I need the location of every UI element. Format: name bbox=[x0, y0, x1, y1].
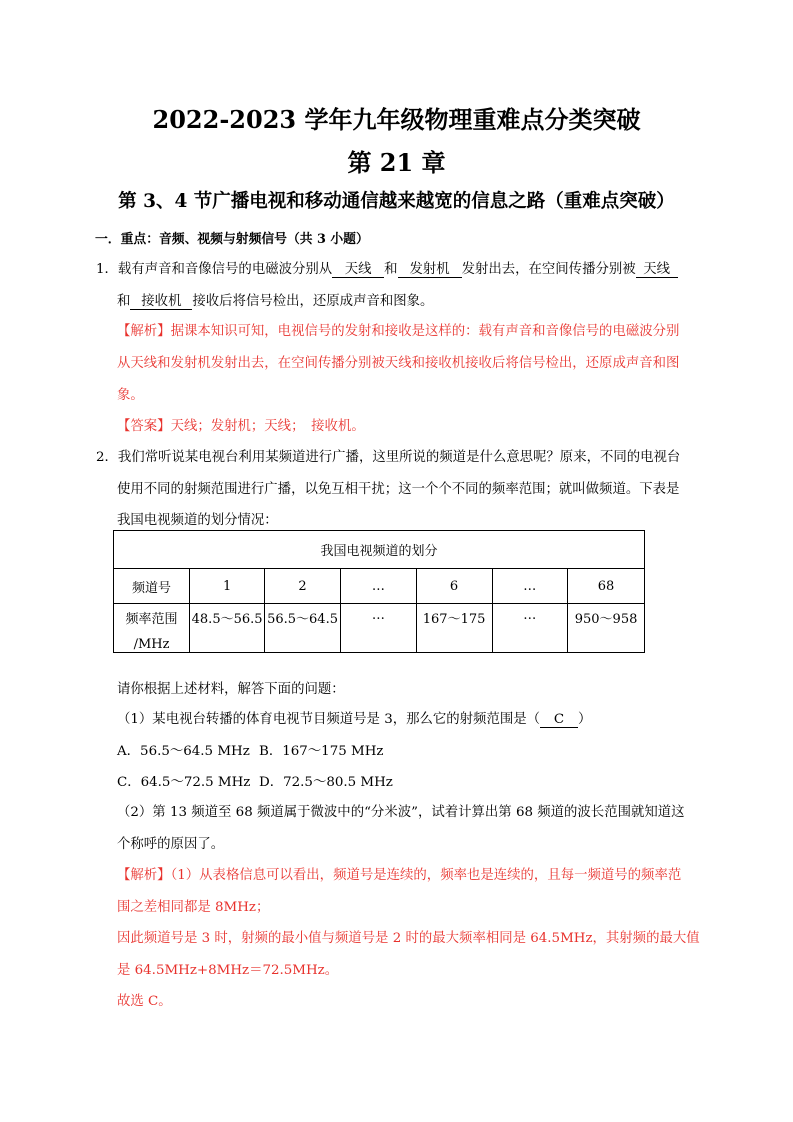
question-1-text: 和 bbox=[117, 294, 131, 309]
table-cell: 68 bbox=[568, 569, 645, 604]
question-1-analysis-line-2: 从天线和发射机发射出去，在空间传播分别被天线和接收机接收后将信号检出，还原成声音和图 bbox=[117, 356, 680, 371]
document-title: 2022-2023 学年九年级物理重难点分类突破 bbox=[152, 105, 641, 134]
blank-answer: C bbox=[540, 712, 578, 728]
question-1-line-1 bbox=[96, 258, 678, 278]
table-header-frequency bbox=[114, 604, 190, 653]
blank-1: 天线 bbox=[332, 262, 384, 278]
table-header-frequency-line-1: 频率范围 bbox=[125, 612, 178, 627]
question-1-text: 接收后将信号检出，还原成声音和图象。 bbox=[192, 294, 434, 309]
answer-text: 天线；发射机；天线； 接收机。 bbox=[170, 419, 365, 434]
table-cell: 2 bbox=[265, 569, 341, 604]
table-cell: 6 bbox=[416, 569, 492, 604]
question-2-sub-1 bbox=[117, 708, 591, 728]
table-cell: 167～175 bbox=[416, 604, 492, 653]
table-caption: 我国电视频道的划分 bbox=[114, 531, 645, 569]
analysis-text: 据课本知识可知，电视信号的发射和接收是这样的：载有声音和音像信号的电磁波分别 bbox=[170, 324, 680, 339]
question-2-line-3: 我国电视频道的划分情况： bbox=[117, 513, 278, 528]
question-2-prompt: 请你根据上述材料，解答下面的问题： bbox=[117, 682, 345, 697]
question-2-analysis-line-3: 因此频道号是 3 时，射频的最小值与频道号是 2 时的最大频率相同是 64.5MHz，其射频的最大值 bbox=[117, 931, 700, 946]
question-1-text: 发射出去，在空间传播分别被 bbox=[461, 262, 636, 277]
table-cell: … bbox=[341, 569, 417, 604]
table-cell: … bbox=[492, 569, 568, 604]
table-cell: 48.5～56.5 bbox=[190, 604, 265, 653]
question-2-text: 我们常听说某电视台利用某频道进行广播，这里所说的频道是什么意思呢？原来，不同的电视台 bbox=[117, 450, 681, 465]
question-2-sub-2-line-2: 个称呼的原因了。 bbox=[117, 837, 225, 852]
question-1-number: 1． bbox=[96, 262, 118, 277]
table-cell: 56.5～64.5 bbox=[265, 604, 341, 653]
blank-4: 接收机 bbox=[130, 294, 192, 310]
section-title: 第 3、4 节广播电视和移动通信越来越宽的信息之路（重难点突破） bbox=[118, 191, 675, 212]
option-a: A．56.5～64.5 MHz bbox=[117, 744, 250, 759]
question-1-analysis-line-1 bbox=[117, 320, 679, 339]
table-cell: … bbox=[492, 604, 568, 653]
sub-question-text: （1）某电视台转播的体育电视节目频道号是 3，那么它的射频范围是（ bbox=[117, 712, 541, 727]
channel-table bbox=[113, 530, 645, 653]
question-2-line-2: 使用不同的射频范围进行广播，以免互相干扰；这一个个不同的频率范围；就叫做频道。下表是 bbox=[117, 482, 680, 497]
analysis-tag: 【解析】 bbox=[117, 324, 171, 339]
table-cell: … bbox=[341, 604, 417, 653]
question-2-analysis-line-2: 围之差相同都是 8MHz； bbox=[117, 900, 270, 915]
question-1-answer bbox=[117, 415, 365, 434]
option-c: C．64.5～72.5 MHz bbox=[117, 775, 251, 790]
option-d: D．72.5～80.5 MHz bbox=[259, 775, 393, 790]
question-2-analysis-line-5: 故选 C。 bbox=[117, 994, 172, 1009]
answer-tag: 【答案】 bbox=[117, 419, 171, 434]
chapter-title: 第 21 章 bbox=[347, 148, 446, 177]
options-row-1 bbox=[117, 740, 383, 759]
question-1-analysis-line-3: 象。 bbox=[117, 388, 144, 403]
question-2-number: 2． bbox=[96, 450, 118, 465]
section-heading: 一．重点：音频、视频与射频信号（共 3 小题） bbox=[95, 232, 369, 247]
question-1-line-2 bbox=[117, 290, 433, 310]
table-cell: 1 bbox=[190, 569, 265, 604]
question-2-line-1 bbox=[96, 446, 680, 465]
table-header-channel: 频道号 bbox=[114, 569, 190, 604]
options-row-2 bbox=[117, 771, 393, 790]
analysis-text: （1）从表格信息可以看出，频道号是连续的，频率也是连续的，且每一频道号的频率范 bbox=[170, 868, 682, 883]
sub-question-text: ） bbox=[578, 712, 592, 727]
table-cell: 950～958 bbox=[568, 604, 645, 653]
option-b: B．167～175 MHz bbox=[259, 744, 384, 759]
question-1-text: 和 bbox=[384, 262, 398, 277]
blank-3: 天线 bbox=[636, 262, 678, 278]
analysis-tag: 【解析】 bbox=[117, 868, 171, 883]
blank-2: 发射机 bbox=[398, 262, 462, 278]
table-header-frequency-line-2: /MHz bbox=[133, 637, 170, 652]
question-2-analysis-line-1 bbox=[117, 864, 681, 883]
question-2-analysis-line-4: 是 64.5MHz+8MHz＝72.5MHz。 bbox=[117, 963, 339, 978]
question-1-text: 载有声音和音像信号的电磁波分别从 bbox=[117, 262, 333, 277]
question-2-sub-2-line-1: （2）第 13 频道至 68 频道属于微波中的“分米波”，试着计算出第 68 频道的波长范围就知道这 bbox=[117, 805, 685, 820]
